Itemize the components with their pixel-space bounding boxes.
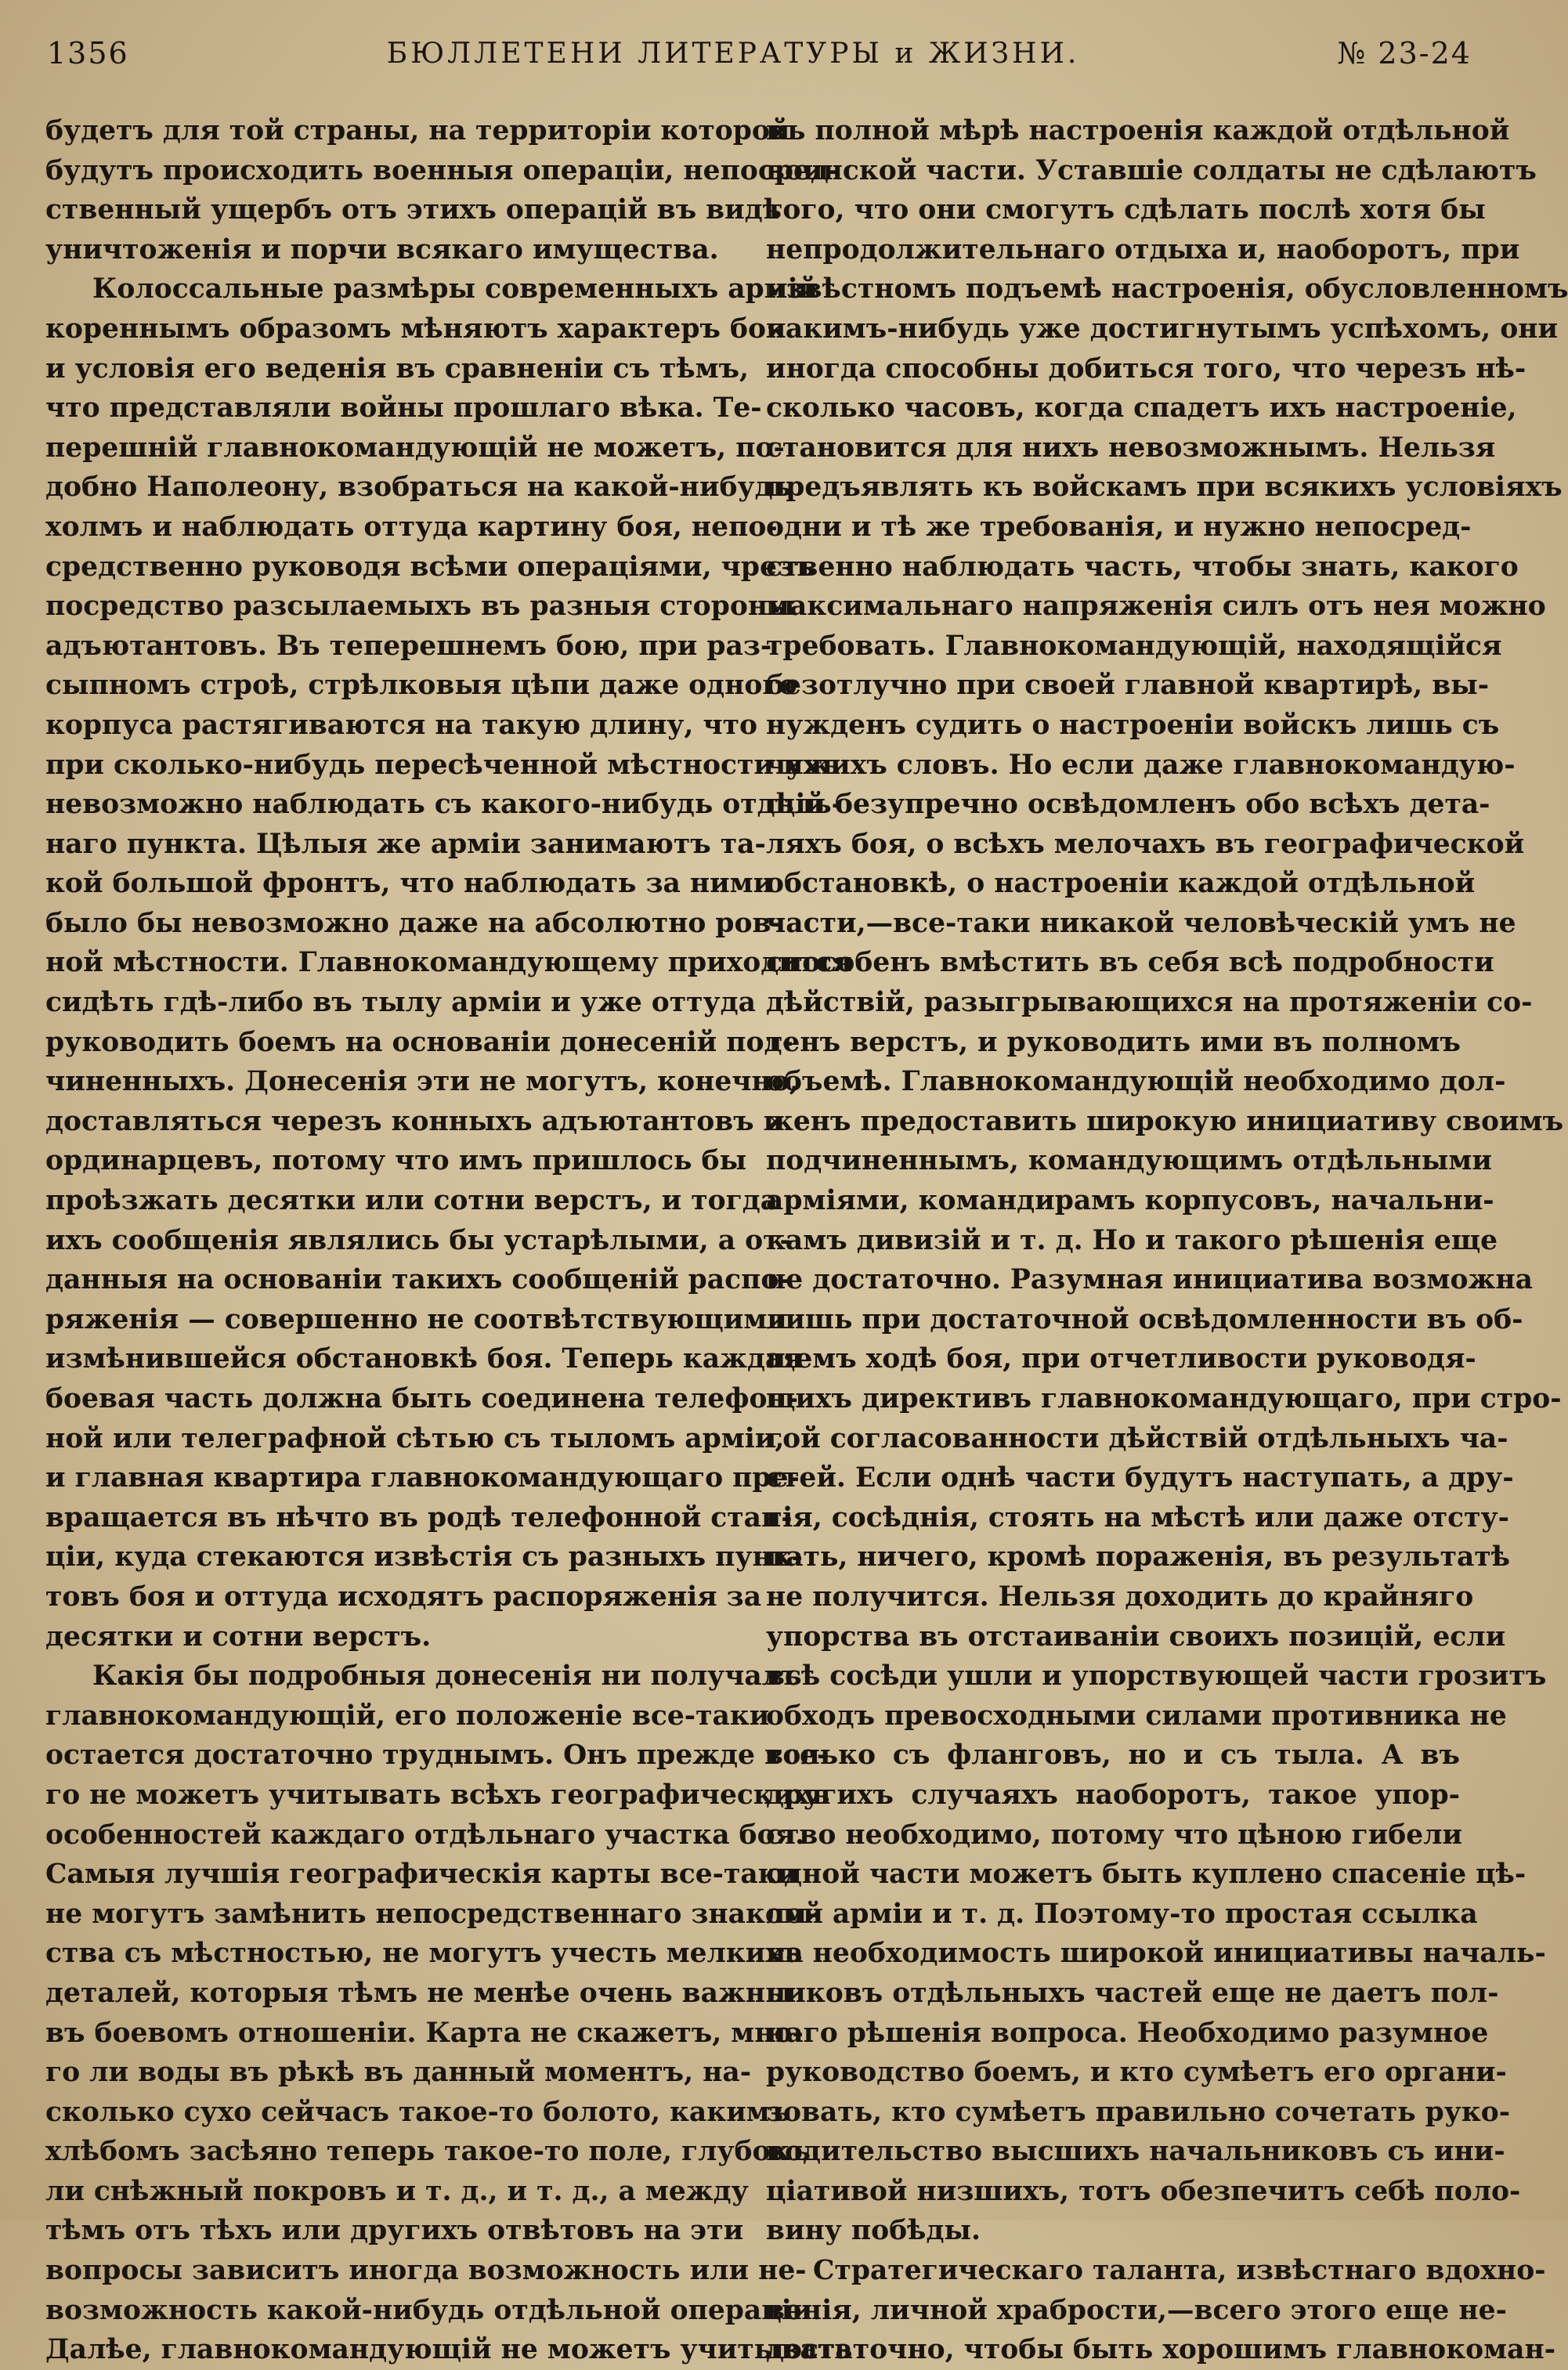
text-line: ственный ущербъ отъ этихъ операцій въ видѣ: [45, 194, 782, 226]
text-line: одной части можетъ быть куплено спасеніе цѣ-: [766, 1859, 1526, 1891]
text-line: руководить боемъ на основаніи донесеній под-: [45, 1026, 793, 1058]
text-line: кой большой фронтъ, что наблюдать за ними: [45, 868, 774, 900]
text-line: объемѣ. Главнокомандующій необходимо дол-: [766, 1066, 1506, 1098]
text-line: посредство разсылаемыхъ въ разныя стороны: [45, 591, 795, 623]
text-line: водительство высшихъ начальниковъ съ ини-: [766, 2136, 1505, 2168]
text-line: одни и тѣ же требованія, и нужно непосред-: [766, 511, 1472, 543]
text-line: стей. Если однѣ части будутъ наступать, а дру-: [766, 1462, 1514, 1494]
text-line: Колоссальные размѣры современныхъ армій: [92, 273, 818, 305]
text-line: ихъ сообщенія являлись бы устарѣлыми, а от-: [45, 1224, 791, 1256]
text-line: камъ дивизій и т. д. Но и такого рѣшенія еще: [766, 1224, 1498, 1256]
text-line: вопросы зависитъ иногда возможность или не-: [45, 2255, 807, 2287]
text-line: щій безупречно освѣдомленъ обо всѣхъ дета-: [766, 789, 1490, 821]
text-line: будетъ для той страны, на территоріи которой: [45, 115, 790, 146]
text-line: ной мѣстности. Главнокомандующему приходится: [45, 947, 852, 979]
text-line: того, что они смогутъ сдѣлать послѣ хотя бы: [766, 194, 1486, 226]
text-line: обходъ превосходными силами противника не: [766, 1700, 1507, 1732]
text-line: Самыя лучшія географическія карты все-таки: [45, 1859, 798, 1891]
text-line: становится для нихъ невозможнымъ. Нельзя: [766, 432, 1496, 464]
text-line: корпуса растягиваются на такую длину, что: [45, 709, 758, 741]
text-line: невозможно наблюдать съ какого-нибудь отдѣль-: [45, 789, 843, 821]
text-line: тенъ верстъ, и руководить ими въ полномъ: [766, 1026, 1461, 1058]
text-line: го не можетъ учитывать всѣхъ географическихъ: [45, 1779, 830, 1811]
text-line: адъютантовъ. Въ теперешнемъ бою, при раз-: [45, 630, 772, 662]
text-line: доставляться черезъ конныхъ адъютантовъ и: [45, 1105, 784, 1137]
text-line: предъявлять къ войскамъ при всякихъ условіяхъ: [766, 471, 1563, 504]
text-line: данныя на основаніи такихъ сообщеній распо-: [45, 1264, 790, 1296]
text-line: воинской части. Уставшіе солдаты не сдѣлаютъ: [766, 154, 1537, 186]
text-line: щемъ ходѣ боя, при отчетливости руководя-: [766, 1343, 1476, 1375]
text-line: проѣзжать десятки или сотни верстъ, и тогда: [45, 1185, 779, 1217]
text-line: лой арміи и т. д. Поэтому-то простая ссылка: [766, 1898, 1478, 1930]
text-line: вращается въ нѣчто въ родѣ телефонной стан-: [45, 1501, 793, 1534]
issue-number: № 23-24: [1337, 36, 1472, 70]
text-line: сколько сухо сейчасъ такое-то болото, какимъ: [45, 2096, 791, 2128]
text-line: десятки и сотни верстъ.: [45, 1620, 432, 1653]
text-line: зовать, кто сумѣетъ правильно сочетать руко-: [766, 2096, 1511, 2128]
text-line: достаточно, чтобы быть хорошимъ главнокоман-: [766, 2334, 1556, 2366]
text-line: лишь при достаточной освѣдомленности въ об-: [766, 1303, 1523, 1335]
text-line: Стратегическаго таланта, извѣстнаго вдохно-: [813, 2255, 1546, 2287]
text-line: Какія бы подробныя донесенія ни получалъ: [92, 1660, 802, 1693]
text-line: венія, личной храбрости,—всего этого еще не-: [766, 2294, 1507, 2326]
text-line: главнокомандующій, его положеніе все-таки: [45, 1700, 770, 1732]
text-line: сидѣть гдѣ-либо въ тылу арміи и уже оттуда: [45, 987, 756, 1019]
text-line: товъ боя и оттуда исходятъ распоряженія за: [45, 1581, 762, 1613]
text-line: тѣмъ отъ тѣхъ или другихъ отвѣтовъ на эти: [45, 2215, 744, 2247]
text-line: нужденъ судить о настроеніи войскъ лишь съ: [766, 709, 1500, 741]
text-line: женъ предоставить широкую инициативу своимъ: [766, 1105, 1564, 1137]
text-line: какимъ-нибудь уже достигнутымъ успѣхомъ, они: [766, 313, 1559, 345]
text-line: особенностей каждаго отдѣльнаго участка боя.: [45, 1819, 805, 1851]
text-line: только съ фланговъ, но и съ тыла. А въ: [766, 1740, 1460, 1772]
text-line: было бы невозможно даже на абсолютно ров-: [45, 907, 782, 939]
text-line: требовать. Главнокомандующій, находящійся: [766, 630, 1502, 662]
text-line: ной или телеграфной сѣтью съ тыломъ арміи,: [45, 1422, 785, 1454]
text-line: ціи, куда стекаются извѣстія съ разныхъ пунк-: [45, 1541, 803, 1573]
text-line: измѣнившейся обстановкѣ боя. Теперь каждая: [45, 1343, 803, 1375]
text-line: ства съ мѣстностью, не могутъ учесть мелкихъ: [45, 1938, 803, 1970]
right-column: [766, 111, 1568, 2370]
text-line: что представляли войны прошлаго вѣка. Те-: [45, 392, 762, 425]
text-line: вину побѣды.: [766, 2215, 981, 2247]
text-line: ство необходимо, потому что цѣною гибели: [766, 1819, 1463, 1851]
text-line: кореннымъ образомъ мѣняютъ характеръ боя: [45, 313, 786, 345]
text-line: холмъ и наблюдать оттуда картину боя, непо-: [45, 511, 778, 543]
text-line: хлѣбомъ засѣяно теперь такое-то поле, глубокъ: [45, 2136, 811, 2168]
text-line: щихъ директивъ главнокомандующаго, при стро-: [766, 1383, 1562, 1414]
text-line: остается достаточно труднымъ. Онъ прежде все-: [45, 1740, 829, 1772]
text-line: Далѣе, главнокомандующій не можетъ учитывать: [45, 2334, 853, 2366]
text-line: добно Наполеону, взобраться на какой-нибудь: [45, 471, 792, 504]
running-header: [47, 30, 1472, 77]
text-line: подчиненнымъ, командующимъ отдѣльными: [766, 1145, 1492, 1177]
text-line: непродолжительнаго отдыха и, наоборотъ, при: [766, 233, 1520, 266]
text-line: ціативой низшихъ, тотъ обезпечитъ себѣ поло-: [766, 2175, 1521, 2207]
text-line: и условія его веденія въ сравненіи съ тѣмъ,: [45, 352, 750, 385]
text-line: при сколько-нибудь пересѣченной мѣстности ихъ: [45, 749, 840, 781]
text-line: безотлучно при своей главной квартирѣ, вы-: [766, 670, 1490, 702]
text-line: гой согласованности дѣйствій отдѣльныхъ ча-: [766, 1422, 1508, 1454]
text-line: иногда способны добиться того, что черезъ нѣ-: [766, 352, 1526, 385]
text-line: въ боевомъ отношеніи. Карта не скажетъ, мно-: [45, 2017, 804, 2049]
text-line: упорства въ отстаиваніи своихъ позицій, если: [766, 1620, 1506, 1653]
text-line: не могутъ замѣнить непосредственнаго знаком-: [45, 1898, 818, 1930]
text-line: будутъ происходить военныя операціи, непосред-: [45, 154, 840, 186]
journal-title: БЮЛЛЕТЕНИ ЛИТЕРАТУРЫ и ЖИЗНИ.: [386, 37, 1080, 70]
text-line: руководство боемъ, и кто сумѣетъ его органи-: [766, 2057, 1507, 2089]
text-line: ряженія — совершенно не соотвѣтствующими: [45, 1303, 787, 1335]
text-line: деталей, которыя тѣмъ не менѣе очень важны: [45, 1977, 793, 2009]
text-line: ординарцевъ, потому что имъ пришлось бы: [45, 1145, 747, 1177]
text-line: въ полной мѣрѣ настроенія каждой отдѣльной: [766, 115, 1510, 146]
text-line: сыпномъ строѣ, стрѣлковыя цѣпи даже одного: [45, 670, 797, 702]
text-line: пать, ничего, кромѣ пораженія, въ результатѣ: [766, 1541, 1511, 1573]
text-line: чиненныхъ. Донесенія эти не могутъ, конечно,: [45, 1066, 799, 1098]
text-line: способенъ вмѣстить въ себя всѣ подробности: [766, 947, 1494, 979]
text-line: дѣйствій, разыгрывающихся на протяженіи со-: [766, 987, 1533, 1019]
text-line: возможность какой-нибудь отдѣльной операціи.: [45, 2294, 822, 2326]
text-line: ли снѣжный покровъ и т. д., и т. д., а между: [45, 2175, 749, 2207]
text-line: ляхъ боя, о всѣхъ мелочахъ въ географической: [766, 828, 1525, 860]
text-line: части,—все-таки никакой человѣческій умъ не: [766, 907, 1516, 939]
text-line: арміями, командирамъ корпусовъ, начальни-: [766, 1185, 1494, 1217]
text-line: никовъ отдѣльныхъ частей еще не даетъ пол-: [766, 1977, 1499, 2009]
text-line: перешній главнокомандующій не можетъ, по-: [45, 432, 785, 464]
text-line: средственно руководя всѣми операціями, чрезъ: [45, 551, 815, 583]
text-line: ственно наблюдать часть, чтобы знать, какого: [766, 551, 1519, 583]
text-line: обстановкѣ, о настроеніи каждой отдѣльной: [766, 868, 1476, 900]
text-line: не получится. Нельзя доходить до крайняго: [766, 1581, 1474, 1613]
text-line: боевая часть должна быть соединена телефон-: [45, 1383, 799, 1414]
text-line: другихъ случаяхъ наоборотъ, такое упор-: [766, 1779, 1460, 1811]
text-line: извѣстномъ подъемѣ настроенія, обусловленномъ: [766, 273, 1568, 305]
text-line: максимальнаго напряженія силъ отъ нея можно: [766, 591, 1546, 623]
text-line: на необходимость широкой инициативы началь-: [766, 1938, 1546, 1970]
text-line: и главная квартира главнокомандующаго пре-: [45, 1462, 800, 1494]
text-line: наго пункта. Цѣлыя же арміи занимаютъ та-: [45, 828, 766, 860]
text-line: всѣ сосѣди ушли и упорствующей части грозитъ: [766, 1660, 1547, 1693]
text-line: уничтоженія и порчи всякаго имущества.: [45, 233, 719, 266]
text-line: наго рѣшенія вопроса. Необходимо разумное: [766, 2017, 1489, 2049]
text-line: сколько часовъ, когда спадетъ ихъ настроеніе,: [766, 392, 1517, 425]
text-line: го ли воды въ рѣкѣ въ данный моментъ, на-: [45, 2057, 752, 2089]
text-line: не достаточно. Разумная инициатива возможна: [766, 1264, 1533, 1296]
text-line: чужихъ словъ. Но если даже главнокомандую-: [766, 749, 1516, 781]
page-number: 1356: [47, 36, 129, 70]
text-line: гія, сосѣднія, стоять на мѣстѣ или даже отсту-: [766, 1501, 1509, 1534]
left-column: [45, 111, 853, 2370]
